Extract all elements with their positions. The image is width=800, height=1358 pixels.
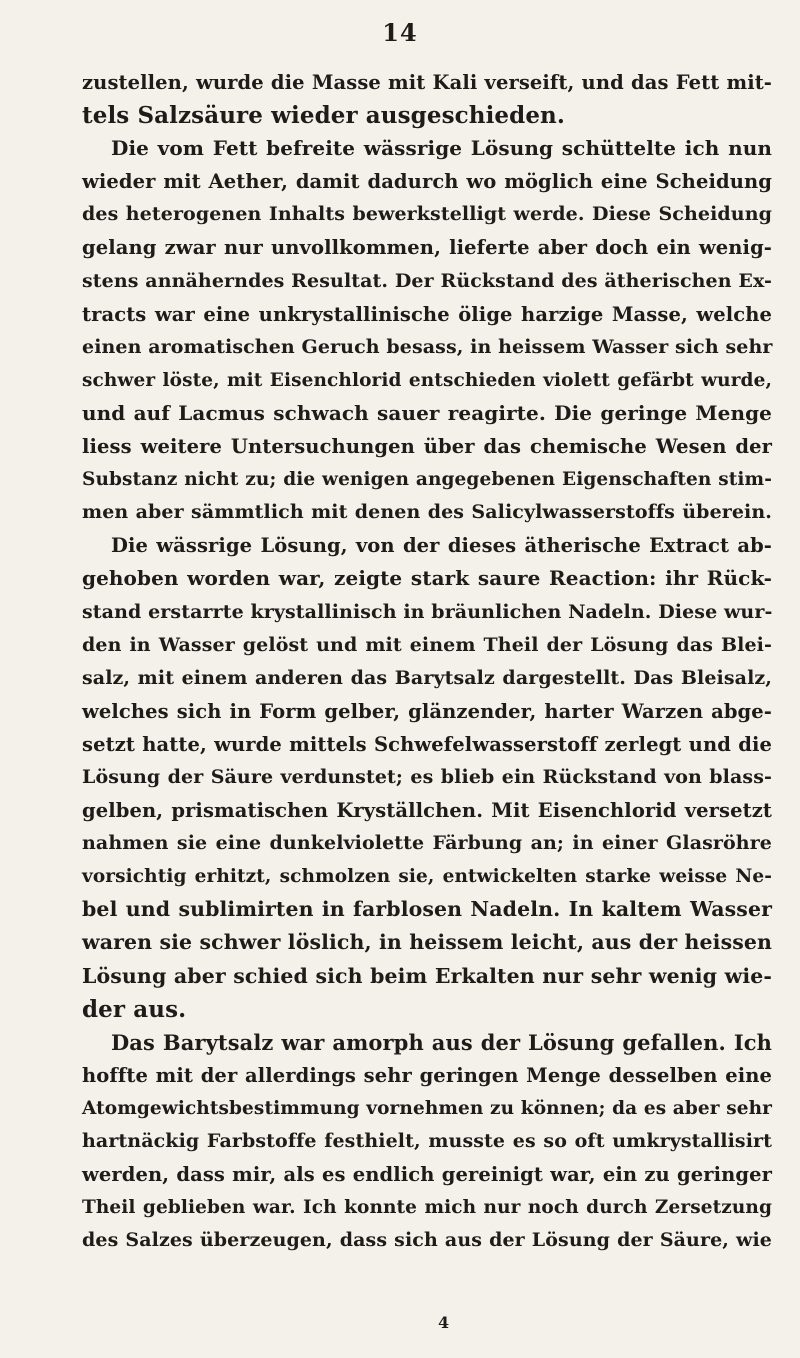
text-line: den in Wasser gelöst und mit einem Theil der Lösung das Blei- <box>82 633 772 656</box>
text-line: werden, dass mir, als es endlich gereinigt war, ein zu geringer <box>82 1163 772 1187</box>
text-line: waren sie schwer löslich, in heissem leicht, aus der heissen <box>82 930 772 955</box>
text-line: hoffte mit der allerdings sehr geringen Menge desselben eine <box>82 1063 772 1087</box>
text-line: schwer löste, mit Eisenchlorid entschieden violett gefärbt wurde, <box>82 369 772 391</box>
text-line: tels Salzsäure wieder ausgeschieden. <box>82 102 565 130</box>
text-line: gehoben worden war, zeigte stark saure Reaction: ihr Rück- <box>82 566 772 591</box>
text-line: Die vom Fett befreite wässrige Lösung schüttelte ich nun <box>111 136 772 161</box>
text-line: bel und sublimirten in farblosen Nadeln. In kaltem Wasser <box>82 897 772 922</box>
text-line: hartnäckig Farbstoffe festhielt, musste es so oft umkrystallisirt <box>82 1130 772 1152</box>
text-line: des heterogenen Inhalts bewerkstelligt werde. Diese Scheidung <box>82 203 772 226</box>
text-line: wieder mit Aether, damit dadurch wo möglich eine Scheidung <box>82 170 772 194</box>
text-line: welches sich in Form gelber, glänzender, harter Warzen abge- <box>82 699 772 723</box>
text-line: und auf Lacmus schwach sauer reagirte. Die geringe Menge <box>82 400 772 425</box>
text-line: Theil geblieben war. Ich konnte mich nur noch durch Zersetzung <box>82 1197 772 1219</box>
text-line: vorsichtig erhitzt, schmolzen sie, entwickelten starke weisse Ne- <box>82 866 772 888</box>
text-line: Lösung der Säure verdunstet; es blieb ein Rückstand von blass- <box>82 765 772 788</box>
text-line: gelben, prismatischen Kryställchen. Mit Eisenchlorid versetzt <box>82 799 772 823</box>
text-line: gelang zwar nur unvollkommen, lieferte aber doch ein wenig- <box>82 236 772 260</box>
text-line: Das Barytsalz war amorph aus der Lösung gefallen. Ich <box>111 1029 772 1055</box>
text-line: einen aromatischen Geruch besass, in heissem Wasser sich sehr <box>82 335 773 358</box>
text-line: setzt hatte, wurde mittels Schwefelwasserstoff zerlegt und die <box>82 732 772 756</box>
text-line: Lösung aber schied sich beim Erkalten nur sehr wenig wie- <box>82 963 772 988</box>
page-number: 14 <box>382 18 418 47</box>
text-line: stens annäherndes Resultat. Der Rückstand des ätherischen Ex- <box>82 269 773 292</box>
signature-mark: 4 <box>438 1313 450 1332</box>
text-line: men aber sämmtlich mit denen des Salicylwasserstoffs überein. <box>82 501 772 524</box>
text-line: des Salzes überzeugen, dass sich aus der Lösung der Säure, wie <box>82 1229 772 1252</box>
body-text <box>82 66 772 1257</box>
text-line: tracts war eine unkrystallinische ölige harzige Masse, welche <box>82 302 772 326</box>
text-line: zustellen, wurde die Masse mit Kali verseift, und das Fett mit- <box>82 71 772 94</box>
text-line: nahmen sie eine dunkelviolette Färbung an; in einer Glasröhre <box>82 832 772 855</box>
text-line: Substanz nicht zu; die wenigen angegebenen Eigenschaften stim- <box>82 469 772 491</box>
text-line: salz, mit einem anderen das Barytsalz dargestellt. Das Bleisalz, <box>82 666 772 689</box>
text-line: stand erstarrte krystallinisch in bräunlichen Nadeln. Diese wur- <box>82 600 773 623</box>
text-line: der aus. <box>82 995 187 1023</box>
text-line: Atomgewichtsbestimmung vornehmen zu können; da es aber sehr <box>82 1097 772 1119</box>
text-line: Die wässrige Lösung, von der dieses ätherische Extract ab- <box>111 534 772 558</box>
text-line: liess weitere Untersuchungen über das chemische Wesen der <box>82 435 772 459</box>
